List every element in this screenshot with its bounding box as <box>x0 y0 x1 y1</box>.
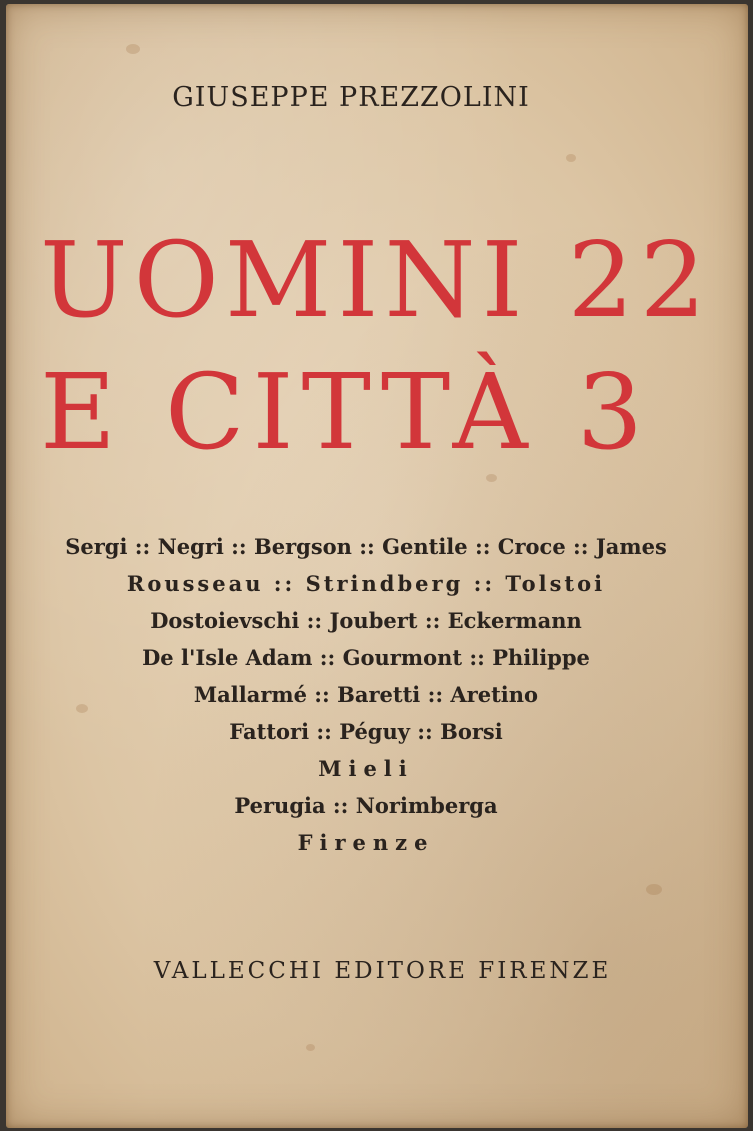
subject-line: Fattori :: Péguy :: Borsi <box>229 719 503 744</box>
title-line-1: UOMINI 22 <box>40 219 712 341</box>
subject-line: Sergi :: Negri :: Bergson :: Gentile :: Croce :: James <box>65 534 667 559</box>
subject-line: Mieli <box>318 756 414 781</box>
publisher-imprint: VALLECCHI EDITORE FIRENZE <box>153 958 612 984</box>
subject-line: Perugia :: Norimberga <box>234 793 498 818</box>
subject-list <box>36 528 696 861</box>
book-cover <box>6 4 748 1128</box>
subject-line: Firenze <box>297 830 435 855</box>
subject-line: De l'Isle Adam :: Gourmont :: Philippe <box>142 645 590 670</box>
author-name: GIUSEPPE PREZZOLINI <box>172 82 530 113</box>
title-line-2: E CITTÀ 3 <box>40 351 651 473</box>
subject-line: Rousseau :: Strindberg :: Tolstoi <box>126 571 606 596</box>
subject-line: Dostoievschi :: Joubert :: Eckermann <box>150 608 582 633</box>
subject-line: Mallarmé :: Baretti :: Aretino <box>193 682 539 707</box>
